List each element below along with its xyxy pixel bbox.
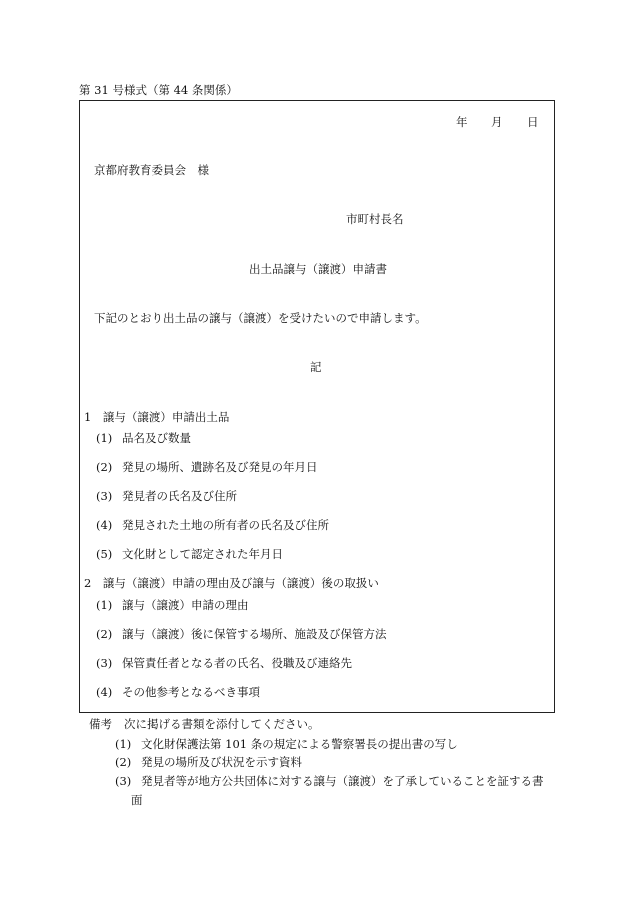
item-number: (5) <box>96 547 113 561</box>
item-number: (1) <box>96 431 113 445</box>
intro-text: 下記のとおり出土品の譲与（譲渡）を受けたいので申請します。 <box>94 311 427 325</box>
section1-item <box>96 433 191 445</box>
notes-intro: 次に掲げる書類を添付してください。 <box>124 717 320 731</box>
item-text: その他参考となるべき事項 <box>122 685 260 699</box>
document-title: 出土品譲与（譲渡）申請書 <box>249 262 387 276</box>
item-text: 発見の場所及び状況を示す資料 <box>141 755 302 769</box>
notes-label: 備考 <box>89 717 112 731</box>
item-text: 発見の場所、遺跡名及び発見の年月日 <box>122 460 318 474</box>
ki-heading: 記 <box>310 360 322 374</box>
item-number: (3) <box>115 774 132 788</box>
notes-item <box>115 757 302 769</box>
section2-item <box>96 658 352 670</box>
section1-item <box>96 491 237 503</box>
notes-item-continuation: 面 <box>131 793 143 807</box>
item-text: 保管責任者となる者の氏名、役職及び連絡先 <box>122 656 352 670</box>
application-form-frame <box>79 100 555 713</box>
item-text: 譲与（譲渡）後に保管する場所、施設及び保管方法 <box>122 627 387 641</box>
section1-item <box>96 549 283 561</box>
item-number: (2) <box>96 460 113 474</box>
date-day: 日 <box>527 115 539 129</box>
notes-item <box>115 776 544 788</box>
item-number: (2) <box>96 627 113 641</box>
section1-item <box>96 462 318 474</box>
applicant-name: 市町村長名 <box>346 212 404 226</box>
date-year: 年 <box>456 115 468 129</box>
item-text: 品名及び数量 <box>122 431 191 445</box>
section1-heading: 1 譲与（譲渡）申請出土品 <box>84 410 230 424</box>
item-number: (1) <box>96 598 113 612</box>
section1-item <box>96 520 329 532</box>
section2-item <box>96 687 260 699</box>
item-text: 文化財保護法第 101 条の規定による警察署長の提出書の写し <box>141 737 458 751</box>
item-text: 発見された土地の所有者の氏名及び住所 <box>122 518 329 532</box>
item-number: (1) <box>115 737 132 751</box>
item-number: (4) <box>96 518 113 532</box>
section2-item <box>96 629 387 641</box>
section2-item <box>96 600 249 612</box>
date-month: 月 <box>491 115 503 129</box>
item-number: (4) <box>96 685 113 699</box>
item-text: 譲与（譲渡）申請の理由 <box>122 598 249 612</box>
item-text: 発見者等が地方公共団体に対する譲与（譲渡）を了承していることを証する書 <box>141 774 544 788</box>
item-text: 発見者の氏名及び住所 <box>122 489 237 503</box>
section2-heading: 2 譲与（譲渡）申請の理由及び譲与（譲渡）後の取扱い <box>84 576 379 590</box>
item-number: (3) <box>96 656 113 670</box>
item-number: (3) <box>96 489 113 503</box>
item-number: (2) <box>115 755 132 769</box>
item-text: 文化財として認定された年月日 <box>122 547 283 561</box>
form-number: 第 31 号様式（第 44 条関係） <box>79 83 238 97</box>
addressee: 京都府教育委員会 様 <box>94 163 209 177</box>
notes-item <box>115 739 458 751</box>
